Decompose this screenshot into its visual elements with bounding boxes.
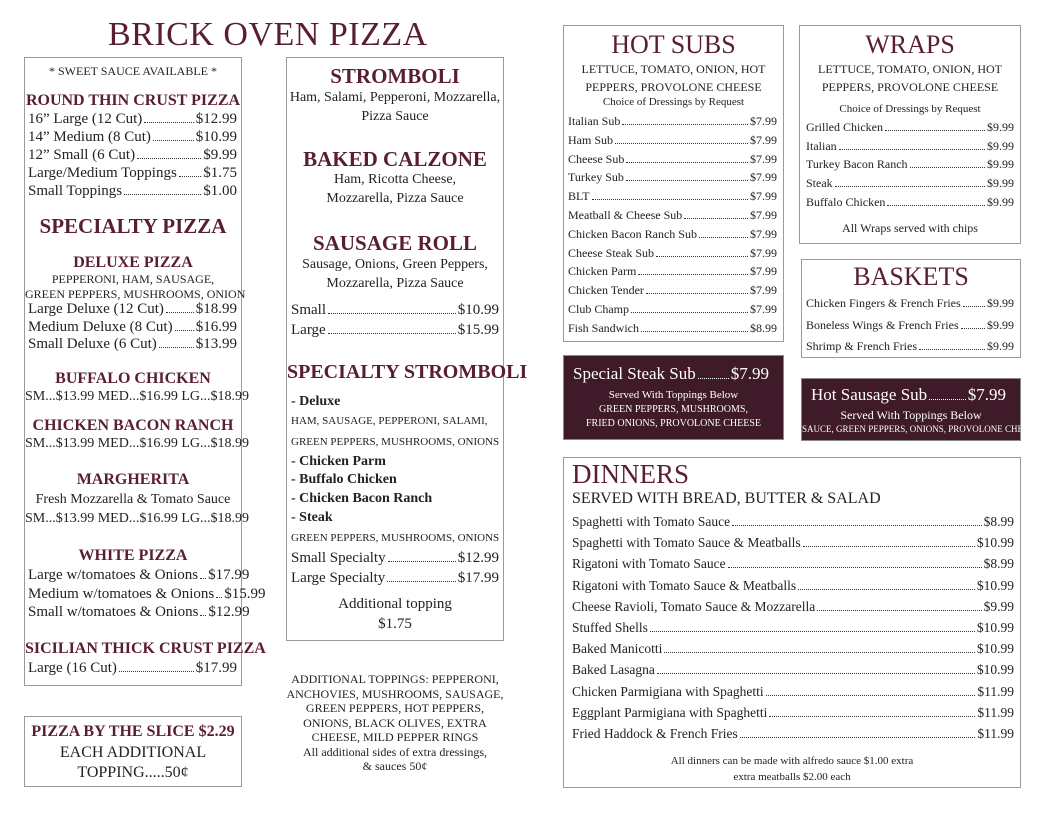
round-item-name: 14” Medium (8 Cut) — [28, 129, 151, 145]
wrap-item-name: Turkey Bacon Ranch — [806, 157, 908, 172]
basket-item-price: $9.99 — [987, 339, 1014, 353]
hot-sub-item-price: $7.99 — [750, 264, 777, 279]
dot-leader — [144, 122, 193, 123]
hot-sausage-sub-name: Hot Sausage Sub — [811, 385, 928, 404]
dinner-item-name: Cheese Ravioli, Tomato Sauce & Mozzarella — [572, 598, 816, 614]
dot-leader — [328, 333, 456, 334]
dinner-item-name: Chicken Parmigiana with Spaghetti — [572, 683, 764, 699]
dot-leader — [650, 631, 975, 632]
round-item-price: $1.00 — [203, 183, 237, 199]
dinner-item-name: Eggplant Parmigiana with Spaghetti — [572, 704, 768, 720]
chicken-bacon-ranch-heading: CHICKEN BACON RANCH — [32, 417, 234, 434]
wrap-item — [806, 137, 1014, 156]
basket-item-name: Shrimp & French Fries — [806, 339, 917, 353]
white-pizza-item-name: Medium w/tomatoes & Onions — [28, 585, 215, 602]
wrap-item-price: $9.99 — [987, 120, 1014, 134]
wraps-desc-1: LETTUCE, TOMATO, ONION, HOT — [818, 62, 1002, 76]
dinners-heading: DINNERS — [572, 459, 690, 489]
dinner-item-name: Spaghetti with Tomato Sauce & Meatballs — [572, 535, 801, 551]
hot-sub-item — [568, 281, 777, 300]
stromboli-item-price: $10.99 — [457, 302, 499, 318]
dot-leader — [963, 306, 985, 307]
hot-sub-item — [568, 244, 777, 263]
margherita-prices: SM...$13.99 MED...$16.99 LG...$18.99 — [25, 511, 250, 526]
slice-heading: PIZZA BY THE SLICE $2.29 — [31, 723, 235, 740]
dot-leader — [626, 162, 748, 163]
dot-leader — [137, 158, 201, 159]
stromboli-item-name: Large — [291, 322, 326, 338]
stromboli-item — [291, 320, 499, 340]
stromboli-item — [291, 300, 499, 320]
round-item — [28, 110, 237, 128]
dinner-item — [572, 681, 1014, 702]
white-pizza-item-name: Large w/tomatoes & Onions — [28, 567, 199, 583]
stromboli-price-list — [291, 300, 499, 340]
basket-item-name: Boneless Wings & French Fries — [806, 317, 959, 332]
dinner-item-name: Baked Lasagna — [572, 662, 655, 678]
dot-leader — [200, 615, 206, 616]
hot-subs-list — [568, 112, 777, 338]
round-item-price: $12.99 — [195, 111, 237, 127]
hot-sub-item — [568, 131, 777, 150]
round-item — [28, 164, 237, 182]
baskets-panel — [801, 259, 1021, 358]
specialty-stromboli-item — [291, 568, 499, 588]
dot-leader — [179, 176, 201, 177]
hot-sub-item-name: Club Champ — [568, 301, 630, 316]
dot-leader — [159, 347, 194, 348]
dinner-item-price: $10.99 — [976, 577, 1014, 593]
specialty-buffalo-chicken: - Buffalo Chicken — [291, 472, 397, 487]
hot-sub-item-price: $7.99 — [750, 283, 777, 298]
dot-leader — [732, 525, 981, 526]
dinner-item — [572, 511, 1014, 532]
dinner-item-price: $9.99 — [983, 598, 1014, 614]
hot-sub-item — [568, 262, 777, 281]
white-pizza-list — [28, 566, 266, 622]
dot-leader — [638, 274, 748, 275]
additional-line-3: GREEN PEPPERS, HOT PEPPERS, — [305, 701, 485, 715]
hot-sub-item-name: Chicken Tender — [568, 283, 644, 298]
stromboli-item-name: Small — [291, 302, 327, 318]
dot-leader — [388, 561, 456, 562]
hot-sub-item-price: $7.99 — [750, 207, 777, 222]
white-pizza-item-price: $15.99 — [224, 585, 266, 602]
wrap-item-price: $9.99 — [987, 157, 1014, 172]
buffalo-chicken-heading: BUFFALO CHICKEN — [55, 370, 211, 387]
specialty-stromboli-item-name: Small Specialty — [291, 550, 386, 566]
dot-leader — [200, 578, 206, 579]
dot-leader — [626, 180, 748, 181]
wraps-note: All Wraps served with chips — [842, 221, 978, 235]
hot-sub-item-price: $7.99 — [750, 114, 777, 128]
hot-sub-item-name: BLT — [568, 189, 590, 204]
hot-subs-heading: HOT SUBS — [611, 30, 736, 59]
deluxe-pizza-heading: DELUXE PIZZA — [73, 254, 193, 271]
wraps-panel — [799, 25, 1021, 244]
hot-sub-item-name: Fish Sandwich — [568, 320, 640, 335]
specialty-stromboli-item — [291, 548, 499, 568]
dot-leader — [646, 293, 748, 294]
sweet-sauce-note: * SWEET SAUCE AVAILABLE * — [48, 64, 217, 78]
dinner-item-price: $8.99 — [983, 556, 1014, 572]
additional-topping-price: $1.75 — [378, 616, 412, 632]
hot-sausage-sub-panel — [801, 378, 1040, 441]
round-item-price: $9.99 — [203, 147, 237, 163]
dot-leader — [656, 256, 748, 257]
dinner-item-price: $11.99 — [977, 704, 1014, 720]
round-item-price: $10.99 — [195, 129, 237, 145]
dinners-panel — [563, 457, 1021, 788]
specialty-chicken-parm: - Chicken Parm — [291, 454, 386, 469]
dot-leader — [387, 581, 455, 582]
stromboli-desc-2: Pizza Sauce — [361, 109, 429, 124]
dot-leader — [664, 652, 975, 653]
wraps-heading: WRAPS — [865, 30, 955, 59]
calzone-desc-1: Ham, Ricotta Cheese, — [333, 172, 457, 187]
hot-sub-item — [568, 150, 777, 169]
dinner-item — [572, 553, 1014, 574]
wrap-item — [806, 155, 1014, 174]
special-steak-line-3: FRIED ONIONS, PROVOLONE CHEESE — [585, 418, 761, 429]
additional-line-4: ONIONS, BLACK OLIVES, EXTRA — [303, 715, 487, 730]
wrap-item-name: Grilled Chicken — [806, 120, 883, 134]
hot-sub-item-name: Cheese Sub — [568, 151, 625, 166]
hot-sub-item-name: Italian Sub — [568, 114, 621, 128]
deluxe-desc-1: PEPPERONI, HAM, SAUSAGE, — [51, 272, 215, 286]
dot-leader — [740, 737, 976, 738]
dinners-list — [572, 511, 1014, 744]
dinner-item-name: Baked Manicotti — [572, 641, 663, 657]
dinner-item-price: $11.99 — [977, 725, 1014, 741]
wraps-list — [806, 118, 1014, 211]
white-pizza-item — [28, 603, 250, 622]
wrap-item — [806, 174, 1014, 193]
dot-leader — [124, 194, 201, 195]
special-steak-sub-row — [573, 364, 769, 384]
basket-item — [806, 315, 1014, 337]
dot-leader — [910, 167, 985, 168]
wrap-item-name: Buffalo Chicken — [806, 194, 886, 209]
specialty-stromboli-item-name: Large Specialty — [291, 570, 386, 586]
margherita-desc: Fresh Mozzarella & Tomato Sauce — [35, 492, 231, 507]
hot-sub-item-price: $7.99 — [750, 301, 777, 316]
hot-sausage-line-2: SAUCE, GREEN PEPPERS, ONIONS, PROVOLONE CHEESE — [802, 424, 1040, 434]
hot-sub-item-price: $7.99 — [750, 132, 777, 147]
dinner-item — [572, 575, 1014, 596]
round-item-name: 16” Large (12 Cut) — [28, 111, 143, 127]
hot-sub-item-price: $7.99 — [750, 189, 777, 204]
dot-leader — [175, 330, 194, 331]
hot-sub-item-name: Ham Sub — [568, 132, 613, 147]
hot-sub-item-price: $7.99 — [750, 226, 777, 241]
special-steak-line-2: GREEN PEPPERS, MUSHROOMS, — [599, 404, 748, 415]
dinner-item — [572, 596, 1014, 617]
dinner-item-price: $10.99 — [976, 641, 1014, 657]
dinners-note-1: All dinners can be made with alfredo sauce $1.00 extra — [670, 755, 914, 767]
hot-sub-item — [568, 187, 777, 206]
wraps-desc-3: Choice of Dressings by Request — [839, 103, 981, 115]
slice-line-2: TOPPING.....50¢ — [77, 764, 189, 781]
dot-leader — [817, 610, 981, 611]
wrap-item — [806, 193, 1014, 212]
hot-sausage-line-1: Served With Toppings Below — [840, 408, 982, 422]
sausage-roll-desc-2: Mozzarella, Pizza Sauce — [326, 276, 464, 291]
special-steak-sub-panel — [563, 355, 784, 440]
dot-leader — [887, 205, 985, 206]
white-pizza-item — [28, 566, 250, 585]
specialty-pizza-heading: SPECIALTY PIZZA — [39, 214, 227, 238]
deluxe-item-price: $16.99 — [195, 318, 237, 335]
dinner-item-name: Rigatoni with Tomato Sauce — [572, 556, 726, 572]
dinner-item-name: Fried Haddock & French Fries — [572, 725, 738, 741]
stromboli-panel — [286, 57, 528, 641]
pizza-panel — [24, 57, 266, 686]
specialty-steak-desc: GREEN PEPPERS, MUSHROOMS, ONIONS — [291, 532, 500, 544]
sausage-roll-heading: SAUSAGE ROLL — [313, 231, 477, 255]
dot-leader — [622, 124, 748, 125]
specialty-steak: - Steak — [291, 510, 333, 525]
hot-sausage-sub-price: $7.99 — [967, 385, 1006, 404]
round-item-price: $1.75 — [203, 165, 237, 181]
hot-sub-item-price: $7.99 — [750, 151, 777, 166]
white-pizza-item-price: $12.99 — [208, 604, 250, 620]
hot-subs-desc-2: PEPPERS, PROVOLONE CHEESE — [585, 80, 762, 94]
deluxe-item-name: Small Deluxe (6 Cut) — [28, 336, 157, 352]
additional-line-2: ANCHOVIES, MUSHROOMS, SAUSAGE, — [286, 686, 504, 701]
specialty-stromboli-item-price: $17.99 — [457, 570, 499, 586]
dot-leader — [919, 349, 985, 350]
baskets-list — [806, 293, 1014, 358]
sicilian-list — [28, 659, 237, 677]
specialty-stromboli-item-price: $12.99 — [457, 550, 499, 566]
white-pizza-item-name: Small w/tomatoes & Onions — [28, 604, 199, 620]
specialty-price-list — [291, 548, 499, 588]
stromboli-heading: STROMBOLI — [330, 64, 460, 88]
hot-subs-panel — [563, 25, 784, 342]
basket-item — [806, 293, 1014, 315]
basket-item — [806, 336, 1014, 358]
hot-sub-item — [568, 168, 777, 187]
dinner-item-name: Spaghetti with Tomato Sauce — [572, 514, 731, 529]
dinner-item-price: $8.99 — [983, 514, 1014, 529]
additional-line-5: CHEESE, MILD PEPPER RINGS — [311, 730, 479, 744]
sicilian-item-name: Large (16 Cut) — [28, 660, 117, 676]
slice-panel — [24, 716, 242, 787]
dinners-note-2: extra meatballs $2.00 each — [733, 771, 851, 783]
basket-item-name: Chicken Fingers & French Fries — [806, 296, 961, 310]
wrap-item-price: $9.99 — [987, 176, 1014, 191]
deluxe-item-price: $13.99 — [195, 336, 237, 352]
wrap-item-name: Italian — [806, 138, 837, 153]
additional-toppings-note — [286, 672, 504, 774]
deluxe-item — [28, 301, 237, 319]
dot-leader — [615, 143, 748, 144]
dinner-item — [572, 723, 1014, 744]
chicken-bacon-ranch-prices: SM...$13.99 MED...$16.99 LG...$18.99 — [25, 436, 250, 451]
page-title: BRICK OVEN PIZZA — [108, 16, 428, 53]
dinner-item-price: $10.99 — [976, 662, 1014, 678]
margherita-heading: MARGHERITA — [76, 471, 190, 488]
deluxe-item-name: Large Deluxe (12 Cut) — [28, 301, 164, 317]
specialty-deluxe-desc-1: HAM, SAUSAGE, PEPPERONI, SALAMI, — [291, 415, 488, 427]
additional-line-7: & sauces 50¢ — [362, 759, 428, 773]
round-item-name: 12” Small (6 Cut) — [28, 147, 136, 163]
dinner-item-price: $10.99 — [976, 535, 1014, 551]
dinner-item — [572, 617, 1014, 638]
round-item — [28, 182, 237, 200]
round-crust-heading: ROUND THIN CRUST PIZZA — [25, 92, 241, 109]
dot-leader — [835, 186, 985, 187]
specialty-deluxe: - Deluxe — [291, 394, 341, 409]
dot-leader — [216, 597, 222, 598]
deluxe-item-price: $18.99 — [195, 301, 237, 317]
round-item-name: Large/Medium Toppings — [28, 165, 177, 181]
sausage-roll-desc-1: Sausage, Onions, Green Peppers, — [302, 257, 488, 272]
dot-leader — [839, 149, 985, 150]
hot-sub-item-name: Chicken Bacon Ranch Sub — [568, 226, 697, 241]
additional-topping-label: Additional topping — [338, 596, 452, 612]
dot-leader — [592, 199, 748, 200]
wrap-item-price: $9.99 — [987, 194, 1014, 209]
dot-leader — [657, 673, 975, 674]
deluxe-item — [28, 319, 237, 337]
dot-leader — [631, 312, 748, 313]
hot-sub-item — [568, 300, 777, 319]
dinners-subheading: SERVED WITH BREAD, BUTTER & SALAD — [572, 490, 881, 507]
deluxe-item-name: Medium Deluxe (8 Cut) — [28, 318, 173, 335]
hot-sub-item-price: $7.99 — [750, 245, 777, 260]
round-item — [28, 146, 237, 164]
hot-subs-desc-3: Choice of Dressings by Request — [602, 96, 745, 108]
hot-sub-item-price: $8.99 — [750, 320, 777, 335]
hot-sub-item — [568, 319, 777, 338]
hot-subs-desc-1: LETTUCE, TOMATO, ONION, HOT — [581, 62, 766, 76]
hot-sub-item — [568, 225, 777, 244]
additional-line-1: ADDITIONAL TOPPINGS: PEPPERONI, — [291, 672, 499, 686]
basket-item-price: $9.99 — [987, 296, 1014, 310]
baskets-heading: BASKETS — [853, 262, 969, 291]
wrap-item-name: Steak — [806, 176, 833, 191]
sicilian-item-price: $17.99 — [195, 660, 237, 676]
dot-leader — [803, 546, 975, 547]
dinner-item — [572, 532, 1014, 553]
calzone-heading: BAKED CALZONE — [303, 147, 487, 171]
dot-leader — [728, 567, 982, 568]
sicilian-item — [28, 659, 237, 677]
dinner-item-name: Stuffed Shells — [572, 619, 648, 635]
hot-sub-item-name: Chicken Parm — [568, 264, 637, 279]
slice-line-1: EACH ADDITIONAL — [59, 744, 207, 761]
dinner-item-name: Rigatoni with Tomato Sauce & Meatballs — [572, 577, 797, 593]
dot-leader — [766, 695, 976, 696]
specialty-stromboli-heading: SPECIALTY STROMBOLI — [287, 361, 528, 383]
dot-leader — [885, 130, 985, 131]
special-steak-sub-price: $7.99 — [730, 364, 769, 383]
white-pizza-heading: WHITE PIZZA — [78, 547, 188, 564]
deluxe-item — [28, 336, 237, 354]
dot-leader — [798, 589, 975, 590]
stromboli-desc-1: Ham, Salami, Pepperoni, Mozzarella, — [289, 90, 501, 105]
sicilian-heading: SICILIAN THICK CRUST PIZZA — [25, 640, 266, 657]
wraps-desc-2: PEPPERS, PROVOLONE CHEESE — [821, 80, 999, 94]
dot-leader — [769, 716, 975, 717]
specialty-deluxe-desc-2: GREEN PEPPERS, MUSHROOMS, ONIONS — [291, 436, 500, 448]
white-pizza-item — [28, 585, 266, 604]
wrap-item-price: $9.99 — [987, 138, 1014, 153]
dot-leader — [961, 328, 985, 329]
special-steak-line-1: Served With Toppings Below — [608, 389, 739, 401]
buffalo-chicken-prices: SM...$13.99 MED...$16.99 LG...$18.99 — [25, 389, 250, 404]
special-steak-sub-name: Special Steak Sub — [573, 364, 696, 383]
dot-leader — [699, 237, 748, 238]
specialty-chicken-bacon-ranch: - Chicken Bacon Ranch — [291, 491, 433, 506]
dinner-item — [572, 702, 1014, 723]
dot-leader — [684, 218, 748, 219]
hot-sausage-sub-row — [811, 385, 1006, 405]
white-pizza-item-price: $17.99 — [208, 567, 250, 583]
dot-leader — [328, 313, 456, 314]
hot-sub-item — [568, 206, 777, 225]
hot-sub-item-price: $7.99 — [750, 170, 777, 185]
hot-sub-item-name: Meatball & Cheese Sub — [568, 207, 683, 222]
deluxe-desc-2: GREEN PEPPERS, MUSHROOMS, ONION — [25, 287, 246, 301]
dot-leader — [641, 331, 748, 332]
calzone-desc-2: Mozzarella, Pizza Sauce — [326, 191, 464, 206]
dinner-item — [572, 638, 1014, 659]
dinner-item-price: $11.99 — [977, 683, 1014, 699]
round-crust-list — [28, 110, 237, 200]
additional-line-6: All additional sides of extra dressings, — [303, 744, 487, 759]
dinner-item — [572, 659, 1014, 680]
hot-sub-item-name: Turkey Sub — [568, 170, 624, 185]
dot-leader — [166, 312, 194, 313]
dot-leader — [153, 140, 194, 141]
round-item-name: Small Toppings — [28, 183, 123, 199]
wrap-item — [806, 118, 1014, 137]
dinner-item-price: $10.99 — [976, 619, 1014, 635]
dot-leader — [119, 671, 194, 672]
basket-item-price: $9.99 — [987, 317, 1014, 332]
round-item — [28, 128, 237, 146]
hot-sub-item-name: Cheese Steak Sub — [568, 245, 654, 260]
hot-sub-item — [568, 112, 777, 131]
stromboli-item-price: $15.99 — [457, 322, 499, 338]
deluxe-list — [28, 301, 237, 354]
